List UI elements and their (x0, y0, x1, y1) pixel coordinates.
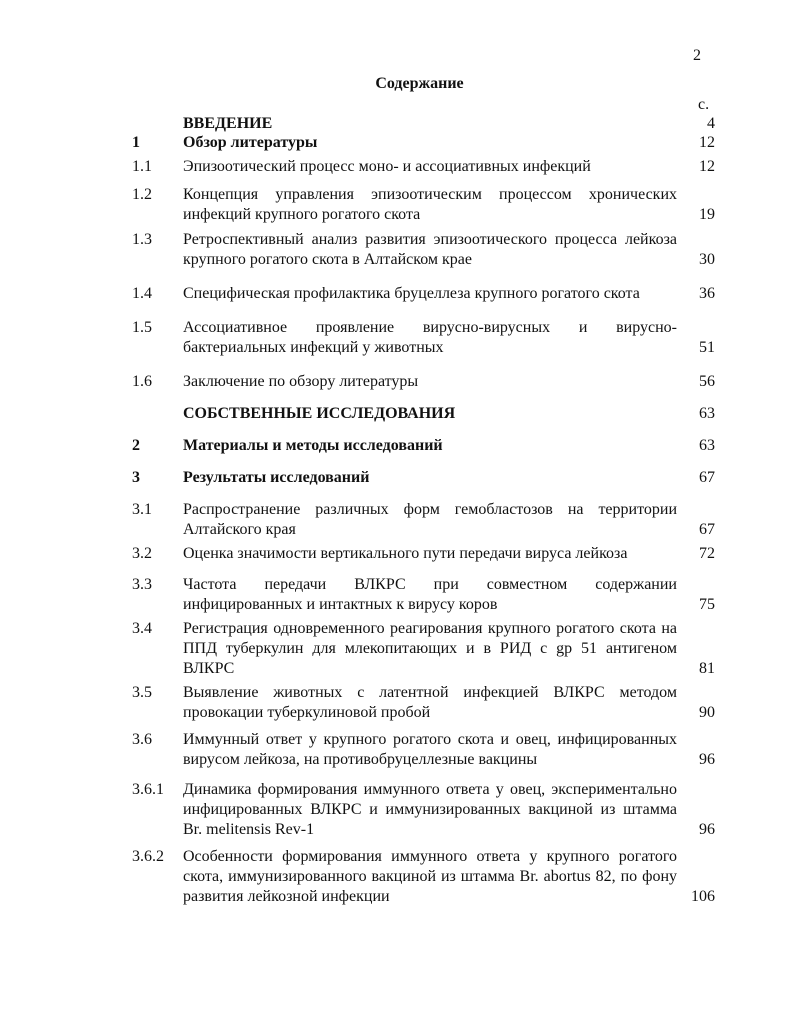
toc-entry-page: 63 (699, 437, 715, 454)
toc-entry (0, 157, 793, 177)
toc-entry (0, 284, 793, 304)
toc-entry-title: Частота передачи ВЛКРС при совместном содержании инфицированных и интактных к вирусу коров (183, 576, 677, 613)
toc-entry-number: 1.4 (132, 285, 152, 302)
toc-entry (0, 133, 793, 153)
toc-entry-title: ВВЕДЕНИЕ (183, 115, 273, 132)
toc-entry-number: 2 (132, 437, 140, 454)
toc-entry-page: 12 (699, 134, 715, 151)
toc-entry (0, 780, 793, 840)
toc-entry (0, 436, 793, 456)
toc-entry (0, 500, 793, 540)
toc-entry-number: 1.2 (132, 186, 152, 203)
toc-entry (0, 372, 793, 392)
toc-entry-title: Эпизоотический процесс моно- и ассоциативных инфекций (183, 158, 591, 175)
toc-entry-title: Ассоциативное проявление вирусно-вирусных и вирусно-бактериальных инфекций у животных (183, 319, 677, 356)
toc-entry-number: 3.2 (132, 545, 152, 562)
toc-entry-title: Заключение по обзору литературы (183, 373, 419, 390)
toc-entry-number: 3.1 (132, 501, 152, 518)
toc-entry-number: 1.1 (132, 158, 152, 175)
toc-entry-number: 3 (132, 469, 140, 486)
toc-entry-number: 3.6.2 (132, 848, 164, 865)
toc-entry-page: 106 (691, 888, 715, 905)
toc-entry-title: Концепция управления эпизоотическим процессом хронических инфекций крупного рогатого скота (183, 186, 677, 223)
toc-entry-title: Особенности формирования иммунного ответа у крупного рогатого скота, иммунизированного вакциной из штамма Br. abortus 82, по фону развития лейкозной инфекции (183, 848, 677, 905)
toc-entry-page: 96 (699, 821, 715, 838)
toc-entry-page: 30 (699, 251, 715, 268)
toc-entry-number: 1.5 (132, 319, 152, 336)
toc-entry-title: Ретроспективный анализ развития эпизоотического процесса лейкоза крупного рогатого скота в Алтайском крае (183, 231, 677, 268)
toc-entry-number: 1.6 (132, 373, 152, 390)
toc-entry-number: 3.3 (132, 576, 152, 593)
toc-entry-title: Оценка значимости вертикального пути передачи вируса лейкоза (183, 545, 628, 562)
toc-entry-title: СОБСТВЕННЫЕ ИССЛЕДОВАНИЯ (183, 405, 456, 422)
toc-entry (0, 318, 793, 358)
toc-entry-title: Материалы и методы исследований (183, 437, 443, 454)
toc-entry-number: 3.4 (132, 620, 152, 637)
toc-entry-title: Результаты исследований (183, 469, 370, 486)
toc-entry-page: 4 (707, 115, 715, 132)
toc-entry-page: 96 (699, 751, 715, 768)
page-column-header: с. (698, 96, 710, 113)
toc-entry-title: Регистрация одновременного реагирования крупного рогатого скота на ППД туберкулин для млекопитающих и в РИД с gp 51 антигеном ВЛКРС (183, 620, 677, 677)
toc-entry-page: 19 (699, 206, 715, 223)
toc-entry-title: Специфическая профилактика бруцеллеза крупного рогатого скота (183, 285, 640, 302)
toc-entry-title: Динамика формирования иммунного ответа у овец, экспериментально инфицированных ВЛКРС и иммунизированных вакциной из штамма Br. melitensis Rev-1 (183, 781, 677, 838)
toc-entry (0, 404, 793, 424)
toc-entry (0, 185, 793, 225)
toc-entry-page: 63 (699, 405, 715, 422)
toc-entry (0, 575, 793, 615)
toc-entry-number: 3.5 (132, 684, 152, 701)
toc-entry-number: 1 (132, 134, 140, 151)
toc-entry-number: 3.6.1 (132, 781, 164, 798)
toc-entry (0, 544, 793, 564)
toc-entry-title: Обзор литературы (183, 134, 318, 151)
toc-entry (0, 730, 793, 770)
toc-entry-title: Выявление животных с латентной инфекцией ВЛКРС методом провокации туберкулиновой пробой (183, 684, 677, 721)
toc-entry (0, 619, 793, 679)
toc-entry (0, 114, 793, 134)
toc-entry-page: 67 (699, 521, 715, 538)
toc-entry-number: 3.6 (132, 731, 152, 748)
toc-entry-page: 56 (699, 373, 715, 390)
toc-entry (0, 683, 793, 723)
page-title: Содержание (375, 75, 464, 92)
toc-entry-page: 75 (699, 596, 715, 613)
toc-entry-page: 12 (699, 158, 715, 175)
toc-entry (0, 847, 793, 907)
toc-entry-page: 67 (699, 469, 715, 486)
toc-entry (0, 230, 793, 270)
toc-entry-page: 90 (699, 704, 715, 721)
toc-entry-page: 72 (699, 545, 715, 562)
toc-entry-page: 51 (699, 339, 715, 356)
toc-entry-page: 81 (699, 660, 715, 677)
toc-entry-number: 1.3 (132, 231, 152, 248)
toc-entry-title: Распространение различных форм гемобластозов на территории Алтайского края (183, 501, 677, 538)
page-number: 2 (693, 47, 701, 64)
toc-entry-title: Иммунный ответ у крупного рогатого скота и овец, инфицированных вирусом лейкоза, на противобруцеллезные вакцины (183, 731, 677, 768)
toc-entry-page: 36 (699, 285, 715, 302)
toc-entry (0, 468, 793, 488)
